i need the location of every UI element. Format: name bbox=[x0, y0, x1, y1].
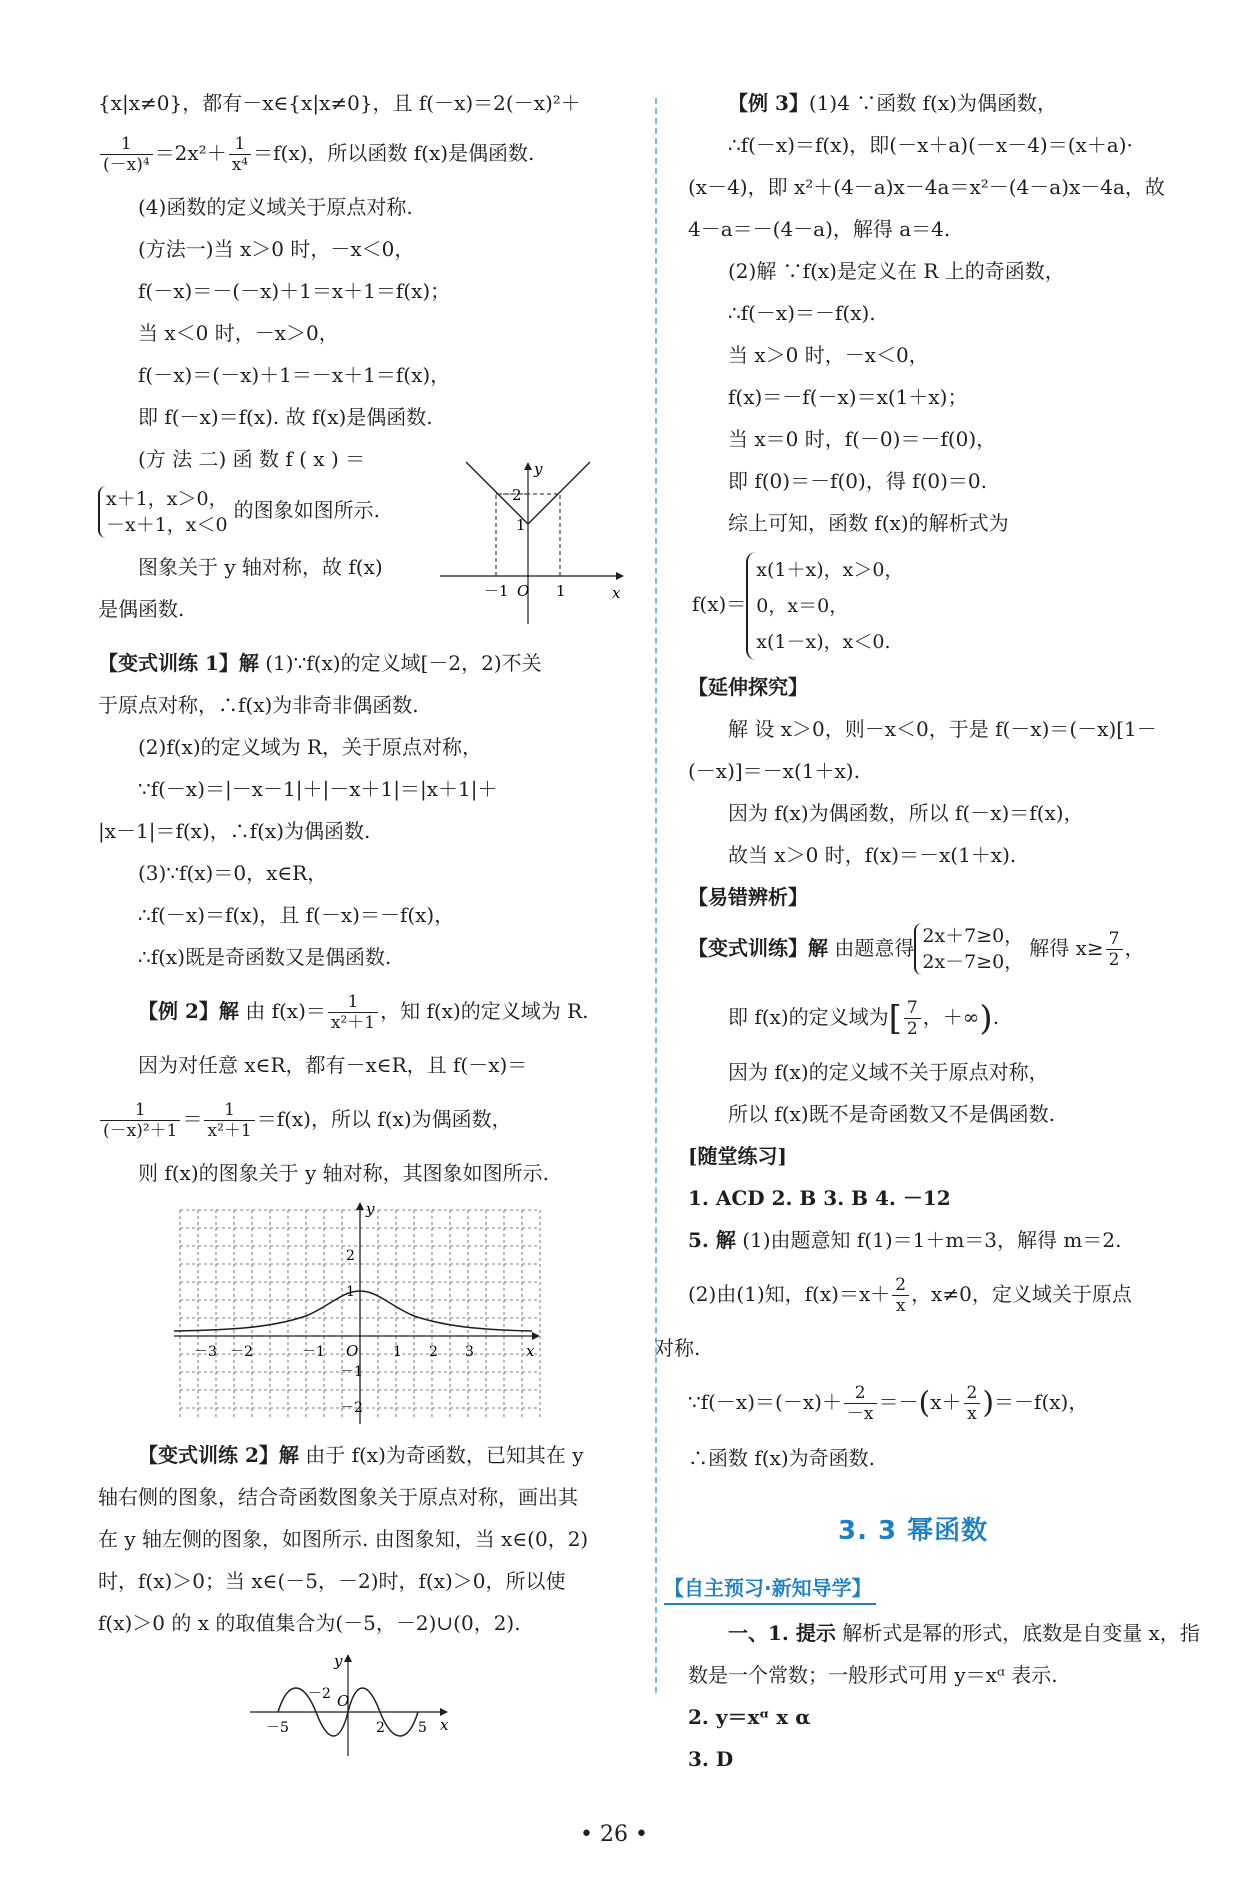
y-axis-arrow bbox=[344, 1654, 352, 1662]
tick-label: －1 bbox=[484, 582, 509, 600]
text-line: 一、1. 提示 解析式是幂的形式，底数是自变量 x，指 bbox=[728, 1621, 1200, 1645]
text-line: 【变式训练】解 由题意得 2x＋7≥0， 2x－7≥0， 解得 x≥ $\frac{7}{2}$ ， bbox=[688, 925, 1145, 973]
text-line: (方法一)当 x＞0 时，－x＜0， bbox=[138, 237, 415, 261]
column-divider bbox=[655, 98, 657, 1693]
text-line: 则 f(x)的图象关于 y 轴对称，其图象如图所示. bbox=[138, 1161, 550, 1185]
text-line: (－x)]＝－x(1＋x). bbox=[688, 758, 860, 783]
text-line: {x|x≠0}，都有－x∈{x|x≠0}，且 f(－x)＝2(－x)²＋ bbox=[98, 91, 581, 115]
text-line: ∴f(－x)＝f(x)，即(－x＋a)(－x－4)＝(x＋a)· bbox=[728, 133, 1133, 157]
section-tag: [随堂练习] bbox=[688, 1144, 787, 1168]
fraction: $\frac{2}{-x}$ bbox=[844, 1383, 877, 1424]
x-axis-arrow bbox=[616, 572, 624, 580]
tick-label: －3 bbox=[194, 1344, 217, 1360]
text-line: (2)由(1)知，f(x)＝x＋ $\frac{2}{x}$ ，x≠0，定义域关于原点 bbox=[688, 1275, 1132, 1316]
piecewise-definition: f(x)＝ x(1＋x)，x＞0， 0，x＝0， x(1－x)，x＜0. bbox=[688, 550, 1188, 660]
text-line: f(x)＞0 的 x 的取值集合为(－5，－2)∪(0，2). bbox=[98, 1611, 521, 1635]
section-tag: 【易错辨析】 bbox=[688, 884, 808, 909]
text-line: ∴f(－x)＝－f(x). bbox=[728, 301, 876, 325]
text-line: ∴函数 f(x)为奇函数. bbox=[688, 1445, 876, 1470]
tick-label: －5 bbox=[266, 1720, 289, 1736]
axis-label-x: x bbox=[526, 1342, 535, 1360]
axis-label-y: y bbox=[334, 1652, 343, 1670]
axis-label-y: y bbox=[534, 460, 543, 478]
tick-label: 2 bbox=[376, 1720, 385, 1736]
text-line: x＋1，x＞0， －x＋1，x＜0 的图象如图所示. bbox=[98, 480, 630, 540]
text-line: 4－a＝－(4－a)，解得 a＝4. bbox=[688, 217, 951, 241]
system-brace: 2x＋7≥0， 2x－7≥0， bbox=[914, 923, 1029, 975]
text-line: 因为 f(x)的定义域不关于原点对称， bbox=[728, 1060, 1049, 1084]
text-line: 当 x＝0 时，f(－0)＝－f(0)， bbox=[728, 427, 997, 451]
text-line: 【变式训练 2】解 由于 f(x)为奇函数，已知其在 y bbox=[138, 1443, 584, 1467]
text-line: 【例 2】解 由 f(x)＝ $\frac{1}{\text{x²＋1}}$ ，知 f(x)的定义域为 R. bbox=[138, 992, 589, 1033]
tick-label: 1 bbox=[556, 582, 566, 600]
text-line: 故当 x＞0 时，f(x)＝－x(1＋x). bbox=[728, 842, 1017, 867]
text-line: |x－1|＝f(x)，∴f(x)为偶函数. bbox=[98, 819, 371, 843]
piecewise-brace: x(1＋x)，x＞0， 0，x＝0， x(1－x)，x＜0. bbox=[746, 552, 911, 660]
tick-label: 5 bbox=[418, 1720, 427, 1736]
text-line: 时，f(x)＞0；当 x∈(－5，－2)时，f(x)＞0，所以使 bbox=[98, 1569, 566, 1593]
text-line: (x－4)，即 x²＋(4－a)x－4a＝x²－(4－a)x－4a，故 bbox=[688, 175, 1165, 199]
fraction: $\frac{1}{\text{x⁴}}$ bbox=[229, 134, 251, 175]
piecewise-brace: x＋1，x＞0， －x＋1，x＜0 bbox=[98, 486, 234, 538]
text-line: 3. D bbox=[688, 1747, 734, 1771]
section-tag: 【延伸探究】 bbox=[688, 674, 808, 699]
fraction: $\frac{2}{x}$ bbox=[892, 1275, 909, 1316]
tick-label: －2 bbox=[230, 1344, 253, 1360]
tick-label: 3 bbox=[465, 1344, 474, 1360]
tick-label: 2 bbox=[346, 1248, 355, 1264]
text-line: (2)f(x)的定义域为 R，关于原点对称， bbox=[138, 735, 483, 759]
text-line: (3)∵f(x)＝0，x∈R， bbox=[138, 861, 328, 885]
text-line: $\frac{1}{\text{(－x)⁴}}$ ＝2x²＋ $\frac{1}{\text{x⁴}}$ ＝f(x)，所以函数 f(x)是偶函数. bbox=[98, 126, 630, 180]
fraction: $\frac{1}{\text{(－x)⁴}}$ bbox=[100, 134, 153, 175]
text-line: 对称. bbox=[654, 1336, 701, 1360]
page-number: • 26 • bbox=[580, 1822, 648, 1847]
text-line: ∴f(x)既是奇函数又是偶函数. bbox=[138, 945, 392, 969]
text-line: $\frac{1}{\text{(－x)²＋1}}$ ＝ $\frac{1}{\text{x²＋1}}$ ＝f(x)，所以 f(x)为偶函数， bbox=[98, 1092, 630, 1146]
tick-label: 2 bbox=[429, 1344, 438, 1360]
text-line: 2. y＝xᵅ x α bbox=[688, 1705, 811, 1729]
text-line: ∵f(－x)＝(－x)＋ $\frac{2}{-x}$ ＝－(x＋ $\frac{2}{x}$ )＝－f(x)， bbox=[688, 1383, 1089, 1424]
text-line: 在 y 轴左侧的图象，如图所示. 由图象知，当 x∈(0，2) bbox=[98, 1527, 589, 1551]
right-column bbox=[654, 88, 1188, 1485]
fraction: $\frac{7}{2}$ bbox=[1106, 929, 1123, 970]
graph-odd-wave bbox=[248, 1650, 468, 1760]
axis-label-y: y bbox=[366, 1200, 375, 1218]
x-axis-arrow bbox=[532, 1332, 540, 1340]
section-banner: 【自主预习·新知导学】 bbox=[664, 1572, 876, 1605]
axis-label-x: x bbox=[612, 584, 621, 602]
fraction: $\frac{7}{2}$ bbox=[904, 998, 921, 1039]
origin-label: O bbox=[337, 1692, 350, 1710]
axis-label-x: x bbox=[440, 1716, 449, 1734]
text-line: 即 f(x)的定义域为[ $\frac{7}{2}$ ，＋∞). bbox=[728, 997, 1000, 1039]
section-title: 3. 3 幂函数 bbox=[838, 1516, 989, 1546]
text-line: 解 设 x＞0，则－x＜0，于是 f(－x)＝(－x)[1－ bbox=[728, 716, 1157, 741]
text-line: f(－x)＝－(－x)＋1＝x＋1＝f(x)； bbox=[138, 279, 451, 303]
fraction: $\frac{1}{\text{(－x)²＋1}}$ bbox=[100, 1100, 180, 1141]
tick-label: －1 bbox=[340, 1364, 363, 1380]
fraction: $\frac{2}{x}$ bbox=[964, 1383, 981, 1424]
tick-label: －2 bbox=[340, 1400, 363, 1416]
text-line: (2)解 ∵f(x)是定义在 R 上的奇函数， bbox=[728, 259, 1065, 283]
text-line: (方 法 二) 函 数 f ( x ) ＝ bbox=[138, 447, 366, 471]
tick-label: －2 bbox=[308, 1686, 331, 1702]
fraction: $\frac{1}{\text{x²＋1}}$ bbox=[328, 992, 378, 1033]
origin-label: O bbox=[346, 1342, 359, 1360]
tick-label: 2 bbox=[512, 486, 522, 504]
left-column bbox=[98, 88, 630, 1760]
text-line: 轴右侧的图象，结合奇函数图象关于原点对称，画出其 bbox=[98, 1485, 578, 1509]
graph-abs-function bbox=[438, 456, 628, 626]
tick-label: 1 bbox=[393, 1344, 402, 1360]
graph-bell-curve bbox=[170, 1200, 550, 1430]
text-line: 【例 3】(1)4 ∵函数 f(x)为偶函数， bbox=[728, 91, 1057, 115]
text-line: 1. ACD 2. B 3. B 4. －12 bbox=[688, 1186, 951, 1210]
text-line: 图象关于 y 轴对称，故 f(x) bbox=[138, 555, 383, 579]
text-line: 即 f(－x)＝f(x). 故 f(x)是偶函数. bbox=[138, 405, 433, 429]
text-line: 即 f(0)＝－f(0)，得 f(0)＝0. bbox=[728, 469, 987, 493]
text-line: ∴f(－x)＝f(x)，且 f(－x)＝－f(x)， bbox=[138, 903, 455, 927]
text-line: 所以 f(x)既不是奇函数又不是偶函数. bbox=[728, 1102, 1056, 1126]
text-line: 因为对任意 x∈R，都有－x∈R，且 f(－x)＝ bbox=[138, 1053, 528, 1077]
text-line: (4)函数的定义域关于原点对称. bbox=[138, 195, 413, 219]
text-line: 因为 f(x)为偶函数，所以 f(－x)＝f(x)， bbox=[728, 800, 1084, 825]
text-line: 当 x＞0 时，－x＜0， bbox=[728, 343, 929, 367]
x-axis-arrow bbox=[440, 1708, 448, 1716]
text-line: 当 x＜0 时，－x＞0， bbox=[138, 321, 339, 345]
fraction: $\frac{1}{\text{x²＋1}}$ bbox=[204, 1100, 254, 1141]
y-axis-arrow bbox=[524, 462, 532, 470]
text-line: f(x)＝－f(－x)＝x(1＋x)； bbox=[728, 385, 968, 409]
text-line: 5. 解 (1)由题意知 f(1)＝1＋m＝3，解得 m＝2. bbox=[688, 1228, 1122, 1252]
tick-label: －1 bbox=[302, 1344, 325, 1360]
tick-label: 1 bbox=[516, 516, 526, 534]
text-line: 【变式训练 1】解 (1)∵f(x)的定义域[－2，2)不关 bbox=[98, 651, 542, 675]
text-line: 综上可知，函数 f(x)的解析式为 bbox=[728, 511, 1009, 535]
tick-label: 1 bbox=[346, 1284, 355, 1300]
preview-block bbox=[688, 1618, 1200, 1786]
text-line: 于原点对称，∴f(x)为非奇非偶函数. bbox=[98, 693, 419, 717]
text-line: f(－x)＝(－x)＋1＝－x＋1＝f(x)， bbox=[138, 363, 451, 387]
text-line: 数是一个常数；一般形式可用 y＝xᵅ 表示. bbox=[688, 1663, 1058, 1687]
text-line: 是偶函数. bbox=[98, 597, 185, 621]
text-line: ∵f(－x)＝|－x－1|＋|－x＋1|＝|x＋1|＋ bbox=[138, 777, 498, 801]
origin-label: O bbox=[517, 582, 530, 600]
y-axis-arrow bbox=[356, 1202, 364, 1210]
